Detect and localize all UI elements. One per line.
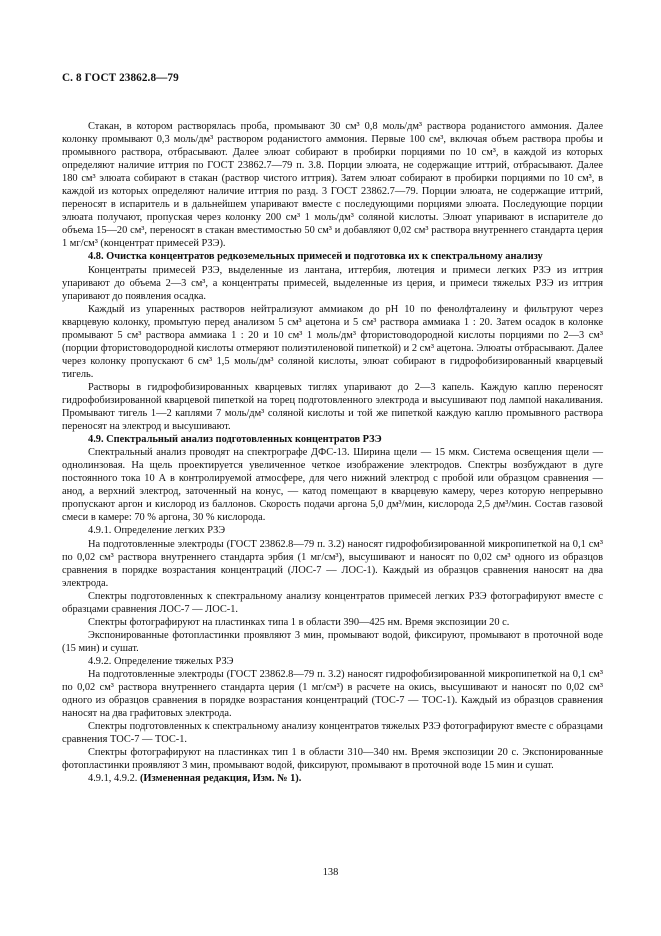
document-body	[62, 120, 603, 785]
page-header: С. 8 ГОСТ 23862.8—79	[62, 72, 179, 84]
paragraph: Спектры подготовленных к спектральному анализу концентратов примесей легких РЗЭ фотографируют вместе с образцами сравнения ЛОС-7 — ЛОС-1.	[62, 590, 603, 615]
paragraph: Каждый из упаренных растворов нейтрализуют аммиаком до pH 10 по фенолфталеину и фильтруют через кварцевую колонку, промытую перед анализом 5 см³ ацетона и 5 см³ раствора аммиака 1 : 20. Затем осадок в колонке промывают 5 см³ раствора аммиака 1 : 20 и 10 см³ 1 моль/дм³ фтористоводородной кислоты порциями по 2—3 см³ (порции фтористоводородной кислоты отмеряют полиэтиленовой пипеткой) и 2 см³ ацетона. Элюаты отбрасывают. Далее через колонку пропускают 6 см³ 1,5 моль/дм³ соляной кислоты, элюат собирают в гидрофобизированный кварцевый тигель.	[62, 303, 603, 380]
paragraph: Концентраты примесей РЗЭ, выделенные из лантана, иттербия, лютеция и примеси легких РЗЭ из иттрия упаривают до объема 2—3 см³, а концентраты примесей, выделенные из церия, и примеси тяжелых РЗЭ из иттрия упаривают до появления осадка.	[62, 264, 603, 302]
paragraph: На подготовленные электроды (ГОСТ 23862.8—79 п. 3.2) наносят гидрофобизированной микропипеткой на 0,1 см³ по 0,02 см³ раствора внутреннего стандарта эрбия (1 мг/см³), высушивают и наносят по 0,02 см³ одного из образцов сравнения в порядке возрастания концентраций (ЛОС-7 — ЛОС-1). Каждый из образцов сравнения наносят на два электрода.	[62, 538, 603, 589]
amendment-label: (Измененная редакция, Изм. № 1).	[139, 773, 302, 785]
amendment-prefix: 4.9.1, 4.9.2.	[88, 773, 140, 785]
paragraph: Стакан, в котором растворялась проба, промывают 30 см³ 0,8 моль/дм³ раствора роданистого аммония. Далее колонку промывают 0,3 моль/дм³ раствором роданистого аммония. Первые 100 см³, включая объем раствора пробы и промывного раствора, отбрасывают. Далее элюат собирают в пробирки порциями по 10 см³, в каждой из которых определяют наличие иттрия по ГОСТ 23862.7—79 п. 3.8. Порции элюата, не содержащие иттрий, отбрасывают. Далее 180 см³ элюата собирают в стакан (раствор чистого иттрия). Затем элюат собирают в пробирки порциями по 10 см³, в каждой из которых определяют наличие иттрия по разд. 3 ГОСТ 23862.7—79. Порции элюата, не содержащие иттрий, переносят в испаритель и в дальнейшем упаривают вместе с последующими порциями элюата. Последующие порции элюата получают, пропуская через колонку 200 см³ 1 моль/дм³ соляной кислоты. Элюат упаривают в испарителе до объема 15—20 см³, переносят в стакан вместимостью 50 см³ и добавляют 0,02 см³ раствора внутреннего стандарта церия 1 мг/см³ (концентрат примесей РЗЭ).	[62, 121, 603, 250]
paragraph: Спектральный анализ проводят на спектрографе ДФС-13. Ширина щели — 15 мкм. Система освещения щели — однолинзовая. На щель проектируется увеличенное четкое изображение электродов. Спектры возбуждают в дуге постоянного тока 10 А в контролируемой атмосфере, для чего нижний электрод с пробой или образцом сравнения — анод, а верхний электрод, заточенный на конус, — катод помещают в кварцевую камеру, через которую непрерывно пропускают аргон и кислород из баллонов. Скорость подачи аргона 5,0 дм³/мин, кислорода 2,5 дм³/мин. Состав газовой смеси в камере: 70 % аргона, 30 % кислорода.	[62, 447, 603, 524]
paragraph: Спектры подготовленных к спектральному анализу концентратов тяжелых РЗЭ фотографируют вместе с образцами сравнения ТОС-7 — ТОС-1.	[62, 721, 603, 746]
section-heading-4-8: 4.8. Очистка концентратов редкоземельных примесей и подготовка их к спектральному анализу	[88, 251, 543, 263]
section-heading-4-9: 4.9. Спектральный анализ подготовленных концентратов РЗЭ	[88, 434, 382, 446]
amendment-note	[62, 772, 603, 785]
paragraph: На подготовленные электроды (ГОСТ 23862.8—79 п. 3.2) наносят гидрофобизированной микропипеткой на 0,1 см³ по 0,02 см³ раствора внутреннего стандарта церия (1 мг/см³) в расчете на окись, высушивают и наносят по 0,02 см³ одного из образцов сравнения в порядке возрастания концентраций (ТОС-7 — ТОС-1). Каждый из образцов сравнения наносят на два графитовых электрода.	[62, 668, 603, 720]
subsection-heading-4-9-2: 4.9.2. Определение тяжелых РЗЭ	[88, 655, 234, 667]
paragraph: Растворы в гидрофобизированных кварцевых тиглях упаривают до 2—3 капель. Каждую каплю переносят гидрофобизированной кварцевой пипеткой на торец подготовленного электрода и высушивают под лампой накаливания. Промывают тигель 1—2 каплями 7 моль/дм³ соляной кислоты и той же пипеткой каждую каплю промывного раствора переносят на электрод и высушивают.	[62, 381, 603, 433]
page-number: 138	[322, 867, 339, 878]
subsection-heading-4-9-1: 4.9.1. Определение легких РЗЭ	[88, 525, 226, 537]
paragraph: Экспонированные фотопластинки проявляют 3 мин, промывают водой, фиксируют, промывают в проточной воде (15 мин) и сушат.	[62, 629, 603, 654]
paragraph: Спектры фотографируют на пластинках типа 1 в области 390—425 нм. Время экспозиции 20 с.	[88, 616, 510, 628]
paragraph: Спектры фотографируют на пластинках тип 1 в области 310—340 нм. Время экспозиции 20 с. Экспонированные фотопластинки проявляют 3 мин, промывают водой, фиксируют, промывают в проточной воде 15 мин и сушат.	[62, 747, 603, 772]
